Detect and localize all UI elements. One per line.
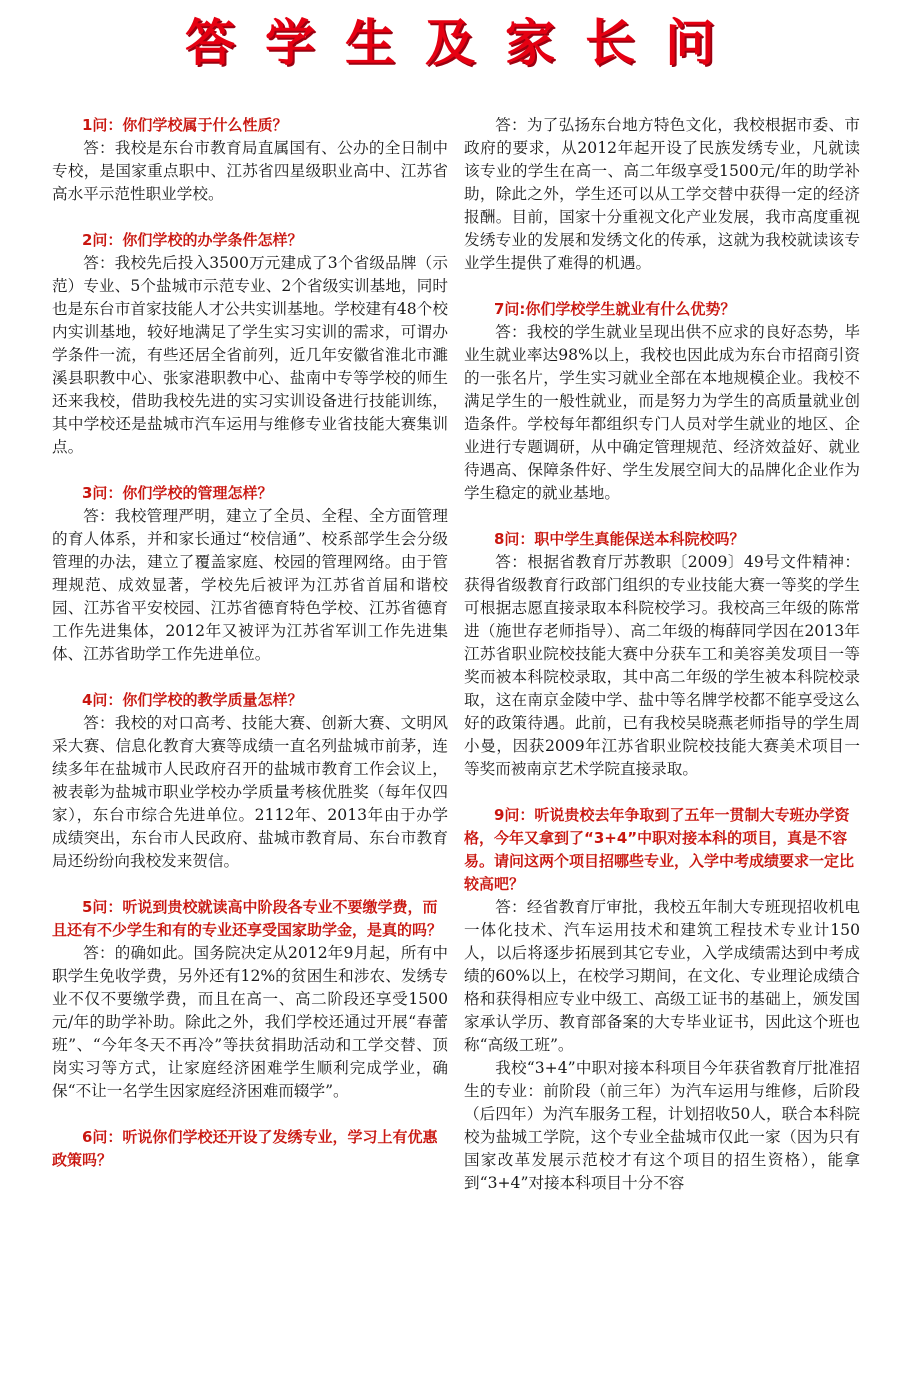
page-title: 答学生及家长问: [185, 14, 745, 72]
answer-6: 答：为了弘扬东台地方特色文化，我校根据市委、市政府的要求，从2012年起开设了民族发绣专业，凡就读该专业的学生在高一、高二年级享受1500元/年的助学补助，除此之外，学生还可以从工学交替中获得一定的经济报酬。目前，国家十分重视文化产业发展，我市高度重视发绣专业的发展和发绣文化的传承，这就为我校就读该专业学生提供了难得的机遇。: [464, 116, 860, 272]
question-9: 9问：听说贵校去年争取到了五年一贯制大专班办学资格，今年又拿到了“3+4”中职对接本科的项目，真是不容易。请问这两个项目招哪些专业，入学中考成绩要求一定比较高吧？: [464, 806, 855, 893]
answer-3: 答：我校管理严明，建立了全员、全程、全方面管理的育人体系，并和家长通过“校信通”、校系部学生会分级管理的办法，建立了覆盖家庭、校园的管理网络。由于管理规范、成效显著，学校先后被评为江苏省首届和谐校园、江苏省平安校园、江苏省德育特色学校、江苏省德育工作先进集体，2012年又被评为江苏省军训工作先进集体、江苏省助学工作先进单位。: [52, 507, 448, 663]
qa-item-5: [52, 896, 448, 1103]
qa-item-6-question: [52, 1126, 448, 1172]
qa-item-6-answer: [464, 114, 860, 275]
qa-item-4: [52, 689, 448, 873]
answer-1: 答：我校是东台市教育局直属国有、公办的全日制中专校，是国家重点职中、江苏省四星级职业高中、江苏省高水平示范性职业学校。: [52, 139, 448, 203]
answer-7: 答：我校的学生就业呈现出供不应求的良好态势，毕业生就业率达98%以上，我校也因此成为东台市招商引资的一张名片，学生实习就业全部在本地规模企业。我校不满足学生的一般性就业，而是努力为学生的高质量就业创造条件。学校每年都组织专门人员对学生就业的地区、企业进行专题调研，从中确定管理规范、经济效益好、就业待遇高、保障条件好、学生发展空间大的品牌化企业作为学生稳定的就业基地。: [464, 323, 860, 502]
qa-item-8: [464, 528, 860, 781]
answer-9-part-2: 我校“3+4”中职对接本科项目今年获省教育厅批准招生的专业：前阶段（前三年）为汽车运用与维修，后阶段（后四年）为汽车服务工程，计划招收50人，联合本科院校为盐城工学院，这个专业全盐城市仅此一家（因为只有国家改革发展示范校才有这个项目的招生资格），能拿到“3+4”对接本科项目十分不容: [464, 1059, 860, 1192]
qa-item-7: [464, 298, 860, 505]
question-5: 5问：听说到贵校就读高中阶段各专业不要缴学费，而且还有不少学生和有的专业还享受国家助学金，是真的吗？: [52, 898, 443, 939]
answer-4: 答：我校的对口高考、技能大赛、创新大赛、文明风采大赛、信息化教育大赛等成绩一直名列盐城市前茅，连续多年在盐城市人民政府召开的盐城市教育工作会议上，被表彰为盐城市职业学校办学质量考核优胜奖（每年仅四家），东台市综合先进单位。2112年、2013年由于办学成绩突出，东台市人民政府、盐城市教育局、东台市教育局还纷纷向我校发来贺信。: [52, 714, 448, 870]
qa-item-1: [52, 114, 448, 206]
left-column: [52, 114, 448, 1390]
question-8: 8问：职中学生真能保送本科院校吗？: [494, 530, 745, 548]
answer-8: 答：根据省教育厅苏教职〔2009〕49号文件精神：获得省级教育行政部门组织的专业技能大赛一等奖的学生可根据志愿直接录取本科院校学习。我校高三年级的陈常进（施世存老师指导）、高二年级的梅薛同学因在2013年江苏省职业院校技能大赛中分获车工和美容美发项目一等奖而被本科院校录取，其中高二年级的学生被本科院校录取，这在南京金陵中学、盐中等名牌学校都不能享受这么好的政策待遇。此前，已有我校吴晓燕老师指导的学生周小曼，因获2009年江苏省职业院校技能大赛美术项目一等奖而被南京艺术学院直接录取。: [464, 553, 860, 778]
answer-5: 答：的确如此。国务院决定从2012年9月起，所有中职学生免收学费，另外还有12%的贫困生和涉农、发绣专业不仅不要缴学费，而且在高一、高二阶段还享受1500元/年的助学补助。除此之外，我们学校还通过开展“春蕾班”、“今年冬天不再冷”等扶贫捐助活动和工学交替、顶岗实习等方式，让家庭经济困难学生顺利完成学业，确保“不让一名学生因家庭经济困难而辍学”。: [52, 944, 448, 1100]
qa-item-2: [52, 229, 448, 459]
question-7: 7问:你们学校学生就业有什么优势？: [494, 300, 736, 318]
answer-2: 答：我校先后投入3500万元建成了3个省级品牌（示范）专业、5个盐城市示范专业、2个省级实训基地，同时也是东台市首家技能人才公共实训基地。学校建有48个校内实训基地，较好地满足了学生实习实训的需求，可谓办学条件一流，有些还居全省前列，近几年安徽省淮北市濉溪县职教中心、张家港职教中心、盐南中专等学校的师生还来我校，借助我校先进的实习实训设备进行技能训练，其中学校还是盐城市汽车运用与维修专业省技能大赛集训点。: [52, 254, 448, 456]
question-2: 2问：你们学校的办学条件怎样？: [82, 231, 303, 249]
question-6: 6问：听说你们学校还开设了发绣专业，学习上有优惠政策吗？: [52, 1128, 438, 1169]
qa-item-3: [52, 482, 448, 666]
question-1: 1问：你们学校属于什么性质？: [82, 116, 288, 134]
question-3: 3问：你们学校的管理怎样？: [82, 484, 273, 502]
qa-item-9: [464, 804, 860, 1195]
answer-9-part-1: 答：经省教育厅审批，我校五年制大专班现招收机电一体化技术、汽车运用技术和建筑工程技术专业计150人，以后将逐步拓展到其它专业，入学成绩需达到中考成绩的60%以上，在校学习期间，在文化、专业理论成绩合格和获得相应专业中级工、高级工证书的基础上，颁发国家承认学历、教育部备案的大专毕业证书，因此这个班也称“高级工班”。: [464, 898, 860, 1054]
question-4: 4问：你们学校的教学质量怎样？: [82, 691, 303, 709]
right-column: [464, 114, 860, 1390]
